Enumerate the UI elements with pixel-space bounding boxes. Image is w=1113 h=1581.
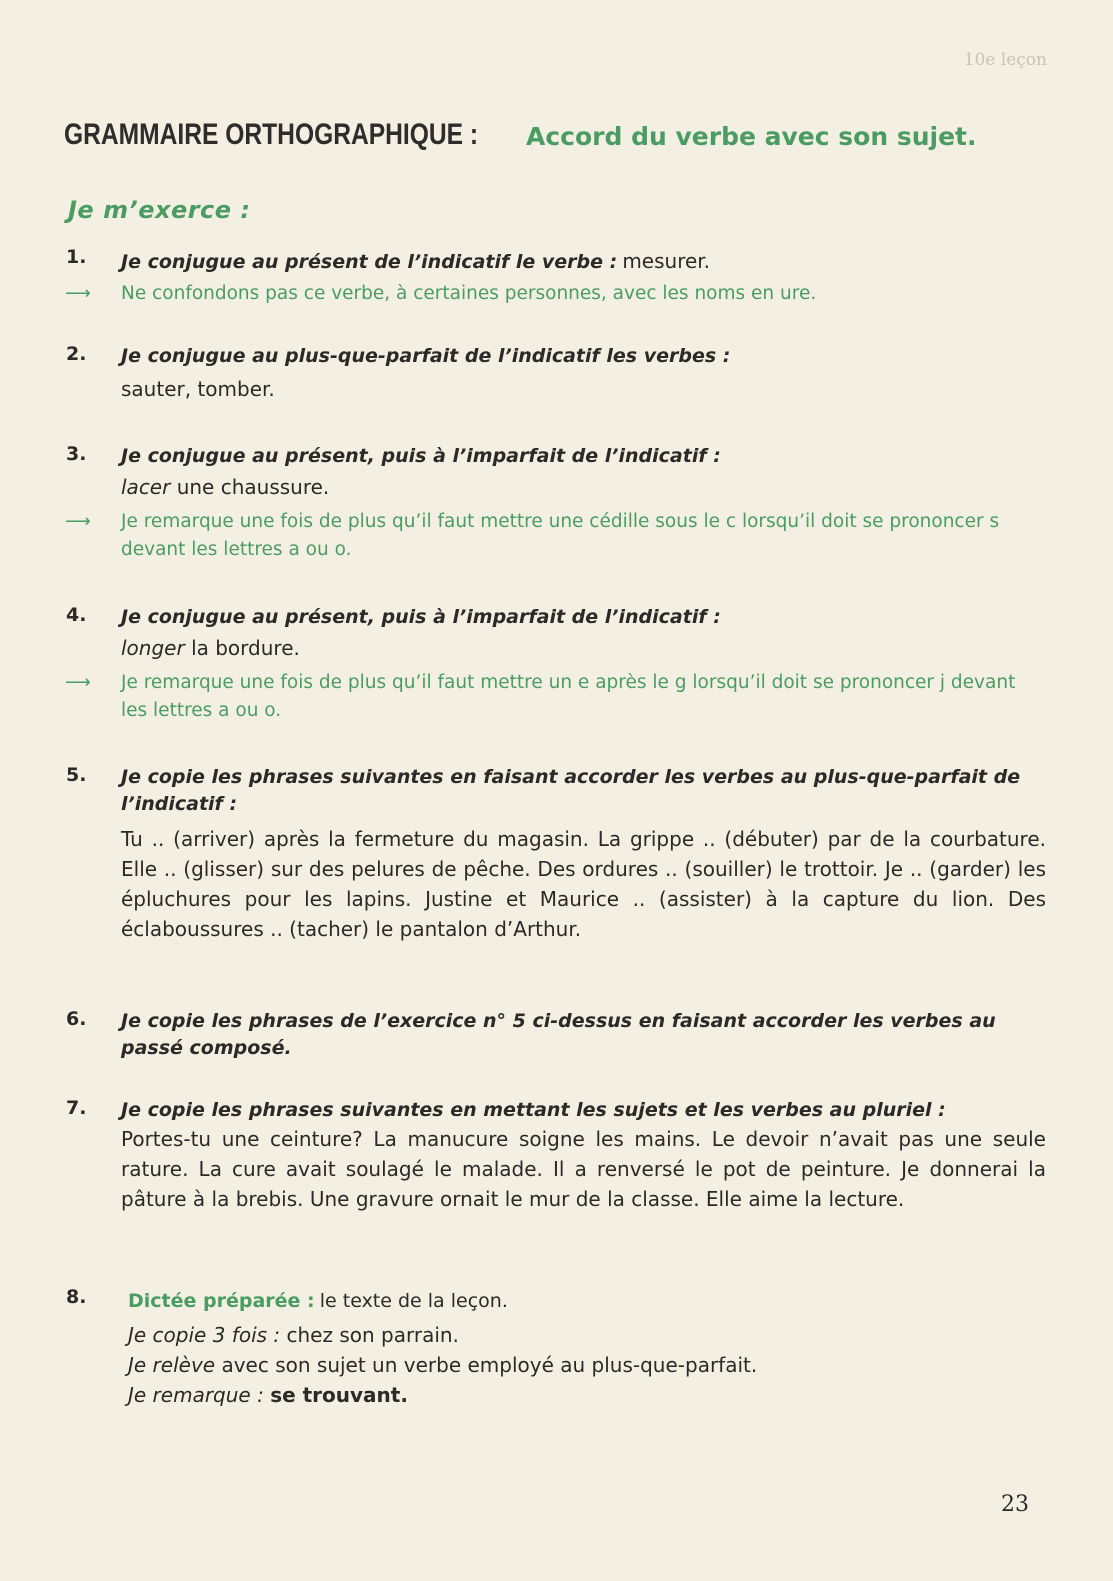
note-text: Je remarque une fois de plus qu’il faut mettre une cédille sous le c lorsqu’il doit se prononcer s devant les lettres a ou o.	[121, 511, 1000, 560]
exercise-number: 3.	[66, 443, 87, 465]
dictee-label: Dictée préparée :	[128, 1290, 315, 1312]
dictee-header	[128, 1286, 1046, 1316]
exercise-3	[66, 443, 1046, 564]
bleed-through-header: 10e leçon	[963, 50, 1047, 70]
exercise-instruction: Je copie les phrases suivantes en mettant les sujets et les verbes au pluriel :	[121, 1099, 946, 1121]
note-text: Je remarque une fois de plus qu’il faut mettre un e après le g lorsqu’il doit se prononcer j devant les lettres a ou o.	[121, 672, 1016, 721]
dictee-line-italic: Je relève	[128, 1353, 216, 1377]
exercise-number: 2.	[66, 343, 87, 365]
exercise-instruction: Je conjugue au plus-que-parfait de l’indicatif les verbes :	[121, 345, 731, 367]
exercise-instruction: Je copie les phrases suivantes en faisant accorder les verbes au plus-que-parfait de l’indicatif :	[121, 766, 1021, 815]
section-title: Je m’exerce :	[68, 196, 251, 224]
exercise-6	[66, 1008, 1046, 1062]
exercise-5	[66, 764, 1046, 944]
dictee-line-rest: avec son sujet un verbe employé au plus-que-parfait.	[221, 1353, 758, 1377]
exercise-text: sauter, tomber.	[121, 377, 275, 401]
dictee-line	[128, 1350, 1046, 1380]
arrow-icon: ⟶	[65, 283, 91, 304]
exercise-text: Portes-tu une ceinture? La manucure soigne les mains. Le devoir n’avait pas une seule rature. La cure avait soulagé le malade. Il a renversé le pot de peinture. Je donnerai la pâture à la brebis. Une gravure ornait le mur de la classe. Elle aime la lecture.	[121, 1127, 1046, 1211]
exercise-number: 1.	[66, 246, 87, 268]
exercise-note	[65, 508, 1046, 564]
exercise-number: 7.	[66, 1097, 87, 1119]
dictee-line	[128, 1320, 1046, 1350]
exercise-number: 4.	[66, 604, 87, 626]
exercise-instruction: Je conjugue au présent, puis à l’imparfait de l’indicatif :	[121, 606, 721, 628]
title-subtitle: Accord du verbe avec son sujet.	[526, 122, 977, 151]
exercise-text: mesurer.	[622, 249, 711, 273]
arrow-icon: ⟶	[65, 672, 91, 693]
exercise-note	[65, 280, 1046, 308]
exercise-note	[65, 669, 1046, 725]
page-title	[64, 118, 1054, 152]
exercise-text-line	[121, 472, 1046, 502]
exercise-1	[66, 246, 1046, 308]
exercise-instruction: Je copie les phrases de l’exercice n° 5 ci-dessus en faisant accorder les verbes au passé composé.	[121, 1010, 996, 1059]
title-main: GRAMMAIRE ORTHOGRAPHIQUE :	[64, 118, 479, 151]
exercise-2	[66, 343, 1046, 404]
verb-italic: lacer	[121, 475, 171, 499]
exercise-7	[66, 1097, 1046, 1214]
exercise-8	[66, 1286, 1046, 1410]
dictee-line-rest: chez son parrain.	[286, 1323, 459, 1347]
exercise-number: 8.	[66, 1286, 87, 1308]
dictee-line-italic: Je remarque :	[128, 1383, 264, 1407]
exercise-number: 5.	[66, 764, 87, 786]
dictee-text: le texte de la leçon.	[319, 1290, 508, 1312]
arrow-icon: ⟶	[65, 511, 91, 532]
exercise-text: la bordure.	[191, 636, 300, 660]
exercise-4	[66, 604, 1046, 725]
exercise-text-line	[121, 633, 1046, 663]
dictee-line	[128, 1380, 1046, 1410]
dictee-line-rest: se trouvant.	[270, 1383, 408, 1407]
exercise-instruction: Je conjugue au présent, puis à l’imparfait de l’indicatif :	[121, 445, 721, 467]
dictee-line-italic: Je copie 3 fois :	[128, 1323, 281, 1347]
exercise-number: 6.	[66, 1008, 87, 1030]
note-text: Ne confondons pas ce verbe, à certaines personnes, avec les noms en ure.	[121, 283, 817, 304]
page-number: 23	[1001, 1492, 1029, 1517]
exercise-text: Tu .. (arriver) après la fermeture du magasin. La grippe .. (débuter) par de la courbature. Elle .. (glisser) sur des pelures de pêche. Des ordures .. (souiller) le trottoir. Je .. (garder) les épluchures pour les lapins. Justine et Maurice .. (assister) à la capture du lion. Des éclaboussures .. (tacher) le pantalon d’Arthur.	[121, 827, 1046, 941]
verb-italic: longer	[121, 636, 185, 660]
exercise-text: une chaussure.	[176, 475, 330, 499]
exercise-instruction: Je conjugue au présent de l’indicatif le verbe :	[121, 251, 618, 273]
